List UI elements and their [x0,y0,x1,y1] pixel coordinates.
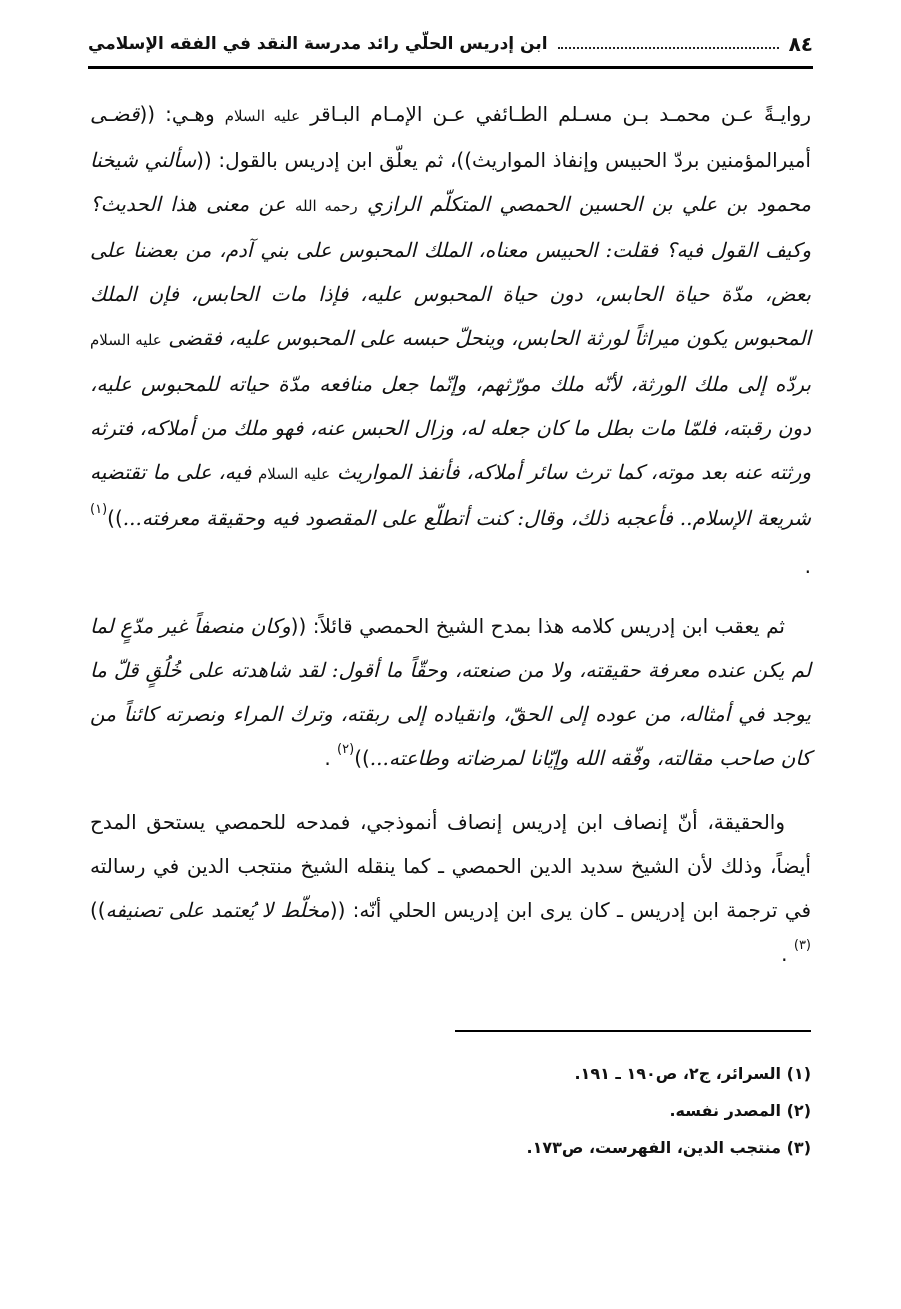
page-header [88,26,813,62]
quote: سألني شيخنا محمود بن علي بن الحسين الحمصي المتكلّم الرازي [90,148,811,216]
text-run: ))، ثم يعلّق ابن إدريس بالقول: (( [196,148,473,172]
paragraph-2 [90,604,811,784]
quote: فيه، على ما تقتضيه شريعة الإسلام.. فأعجبه ذلك، وقال: كنت أتطلّع على المقصود فيه وحقيقة معرفته... [90,460,811,530]
footnote-1: (١) السرائر، ج٢، ص١٩٠ ـ ١٩١. [574,1064,811,1083]
text-run: . [804,554,811,578]
hadith-quote: قضـى [90,102,140,126]
text-run: . [781,942,794,966]
text-run: )) [90,898,106,922]
honorific: عليه السلام [90,331,162,349]
honorific: عليه السلام [224,107,301,125]
text-run: )) [107,506,123,530]
quote: عن معنى هذا الحديث؟ وكيف القول فيه؟ فقلت: الحبيس معناه، الملك المحبوس على بني آدم، من بعضنا على بعض، مدّة حياة الحابس، دون حياة المحبوس عليه، فإذا مات الحابس، فإن الملك المحبوس يكون ميراثاً لورثة الحابس، وينحلّ حبسه على المحبوس عليه، فقضى [90,192,811,350]
text-run: وهـي: (( [139,102,225,126]
quote: مخلّط لا يُعتمد على تصنيفه [105,898,330,922]
quote: وكان منصفاً غير مدّعٍ لما لم يكن عنده معرفة حقيقته، ولا من صنعته، وحقّاً ما أقول: لقد شاهدته على خُلُقٍ قلّ ما يوجد في أمثاله، من عوده إلى الحقّ، وانقياده إلى ربقته، وترك المراء ونصرته كائناً من كان صاحب مقالته، وفّقه الله وإيّانا لمرضاته وطاعته... [90,614,811,770]
text-run: روايـةً عـن محمـد بـن مسـلم الطـائفي عـن الإمـام البـاقر [300,102,812,126]
hadith-quote: أميرالمؤمنين بردّ الحبيس وإنفاذ المواريث [472,148,811,172]
paragraph-3 [90,800,811,980]
honorific: عليه السلام [257,465,331,483]
honorific: رحمه الله [294,197,358,215]
footnote-3: (٣) منتجب الدين، الفهرست، ص١٧٣. [526,1138,811,1157]
page-number: ٨٤ [788,32,813,56]
footnote-ref-3[interactable]: (٣) [793,938,811,953]
header-dot-leader [558,47,779,49]
header-rule [88,66,813,69]
quote: بردّه إلى ملك الورثة، لأنّه ملك مورّثهم، وإنّما جعل منافعه مدّة حياته للمحبوس عليه، دون رقبته، فلمّا مات بطل ما كان جعله له، وزال الحبس عنه، فهو ملك من أملاكه، فترثه ورثته عنه بعد موته، كما ترث سائر أملاكه، فأنفذ المواريث [90,372,812,484]
footnote-ref-2[interactable]: (٢) [337,742,355,757]
main-text [90,92,811,996]
text-run: ثم يعقب ابن إدريس كلامه هذا بمدح الشيخ الحمصي قائلاً: (( [290,614,785,638]
footnote-separator [455,1030,811,1032]
running-title: ابن إدريس الحلّي رائد مدرسة النقد في الفقه الإسلامي [88,34,548,54]
footnote-2: (٢) المصدر نفسه. [669,1101,811,1120]
text-run: . [324,746,338,770]
text-run: والحقيقة، أنّ إنصاف ابن إدريس إنصاف أنموذجي، فمدحه للحمصي يستحق المدح أيضاً، وذلك لأن الشيخ سديد الدين الحمصي ـ كما ينقله الشيخ منتجب الدين في رسالته في ترجمة ابن إدريس ـ كان يرى ابن إدريس الحلي أنّه: (( [90,810,812,922]
footnote-ref-1[interactable]: (١) [90,502,108,517]
footnotes [90,1055,811,1166]
text-run: )) [354,746,370,770]
paragraph-1 [90,92,811,588]
